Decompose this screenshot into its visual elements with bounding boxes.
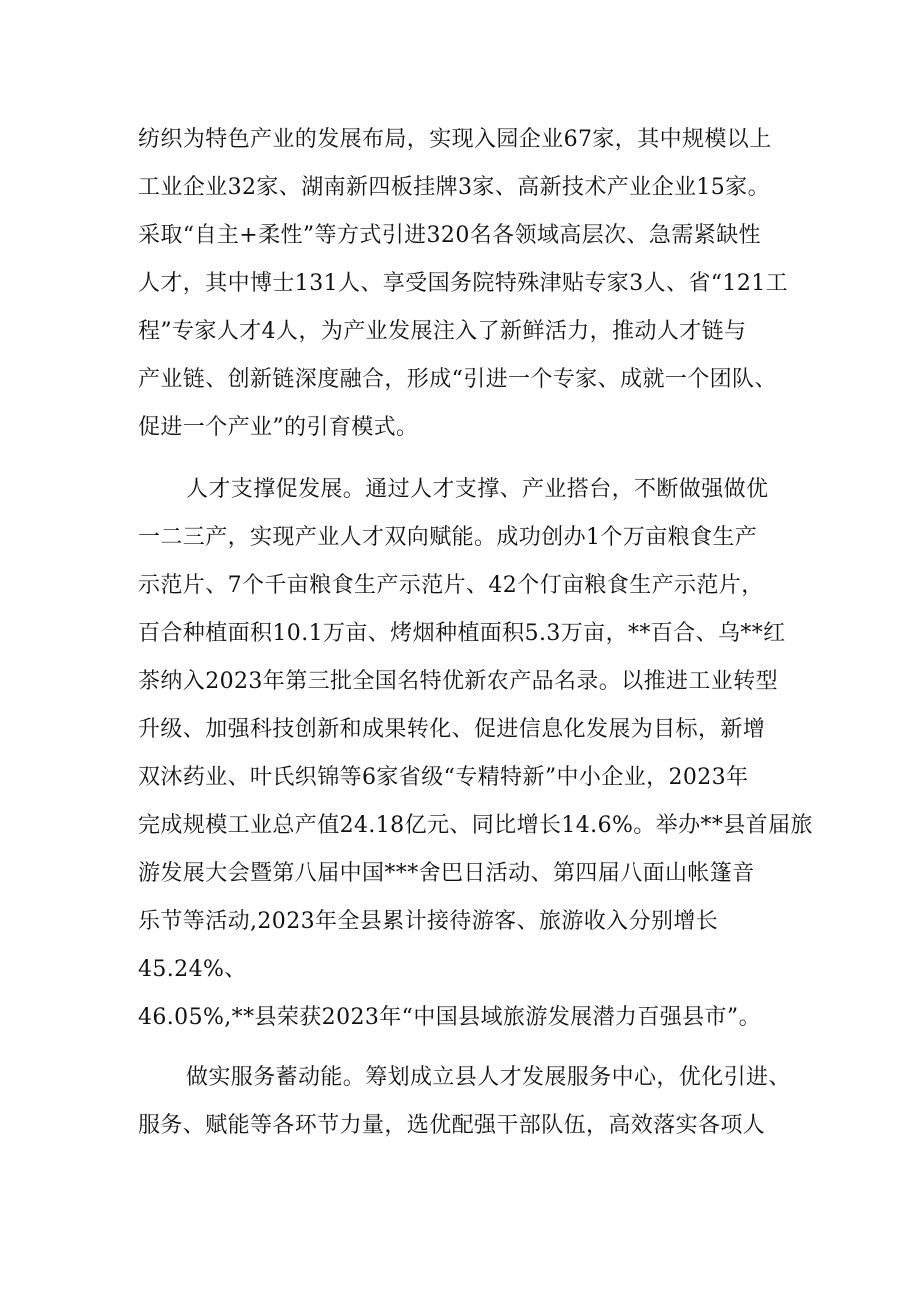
text-line: 采取“自主+柔性”等方式引进320名各领域高层次、急需紧缺性 (138, 223, 761, 248)
text-line: 促进一个产业”的引育模式。 (138, 415, 419, 440)
text-line: 工业企业32家、湖南新四板挂牌3家、高新技术产业企业15家。 (138, 175, 770, 200)
text-line: 程”专家人才4人，为产业发展注入了新鲜活力，推动人才链与 (138, 319, 747, 344)
text-line: 纺织为特色产业的发展布局，实现入园企业67家，其中规模以上 (138, 127, 772, 152)
text-line: 双沐药业、叶氏织锦等6家省级“专精特新”中小企业，2023年 (138, 765, 749, 790)
text-line: 示范片、7个千亩粮食生产示范片、42个仃亩粮食生产示范片， (138, 573, 764, 598)
text-line: 46.05%,**县荣获2023年“中国县域旅游发展潜力百强县市”。 (138, 1005, 761, 1030)
text-line: 百合种植面积10.1万亩、烤烟种植面积5.3万亩，**百合、乌**红 (138, 621, 786, 646)
paragraph-heading-line: 做实服务蓄动能。筹划成立县人才发展服务中心，优化引进、 (186, 1065, 791, 1090)
text-line: 45.24%、 (138, 957, 247, 982)
text-line: 升级、加强科技创新和成果转化、促进信息化发展为目标，新增 (138, 717, 766, 742)
text-line: 乐节等活动,2023年全县累计接待游客、旅游收入分别增长 (138, 909, 719, 934)
text-line: 游发展大会暨第八届中国***舍巴日活动、第四届八面山帐篷音 (138, 861, 755, 886)
text-line: 人才，其中博士131人、享受国务院特殊津贴专家3人、省“121工 (138, 271, 789, 296)
text-line: 茶纳入2023年第三批全国名特优新农产品名录。以推进工业转型 (138, 669, 778, 694)
text-line: 完成规模工业总产值24.18亿元、同比增长14.6%。举办**县首届旅 (138, 813, 813, 838)
text-line: 服务、赋能等各环节力量，选优配强干部队伍，高效落实各项人 (138, 1113, 766, 1138)
paragraph-heading-line: 人才支撑促发展。通过人才支撑、产业搭台，不断做强做优 (186, 477, 769, 502)
text-line: 一二三产，实现产业人才双向赋能。成功创办1个万亩粮食生产 (138, 525, 758, 550)
text-line: 产业链、创新链深度融合，形成“引进一个专家、成就一个团队、 (138, 367, 777, 392)
